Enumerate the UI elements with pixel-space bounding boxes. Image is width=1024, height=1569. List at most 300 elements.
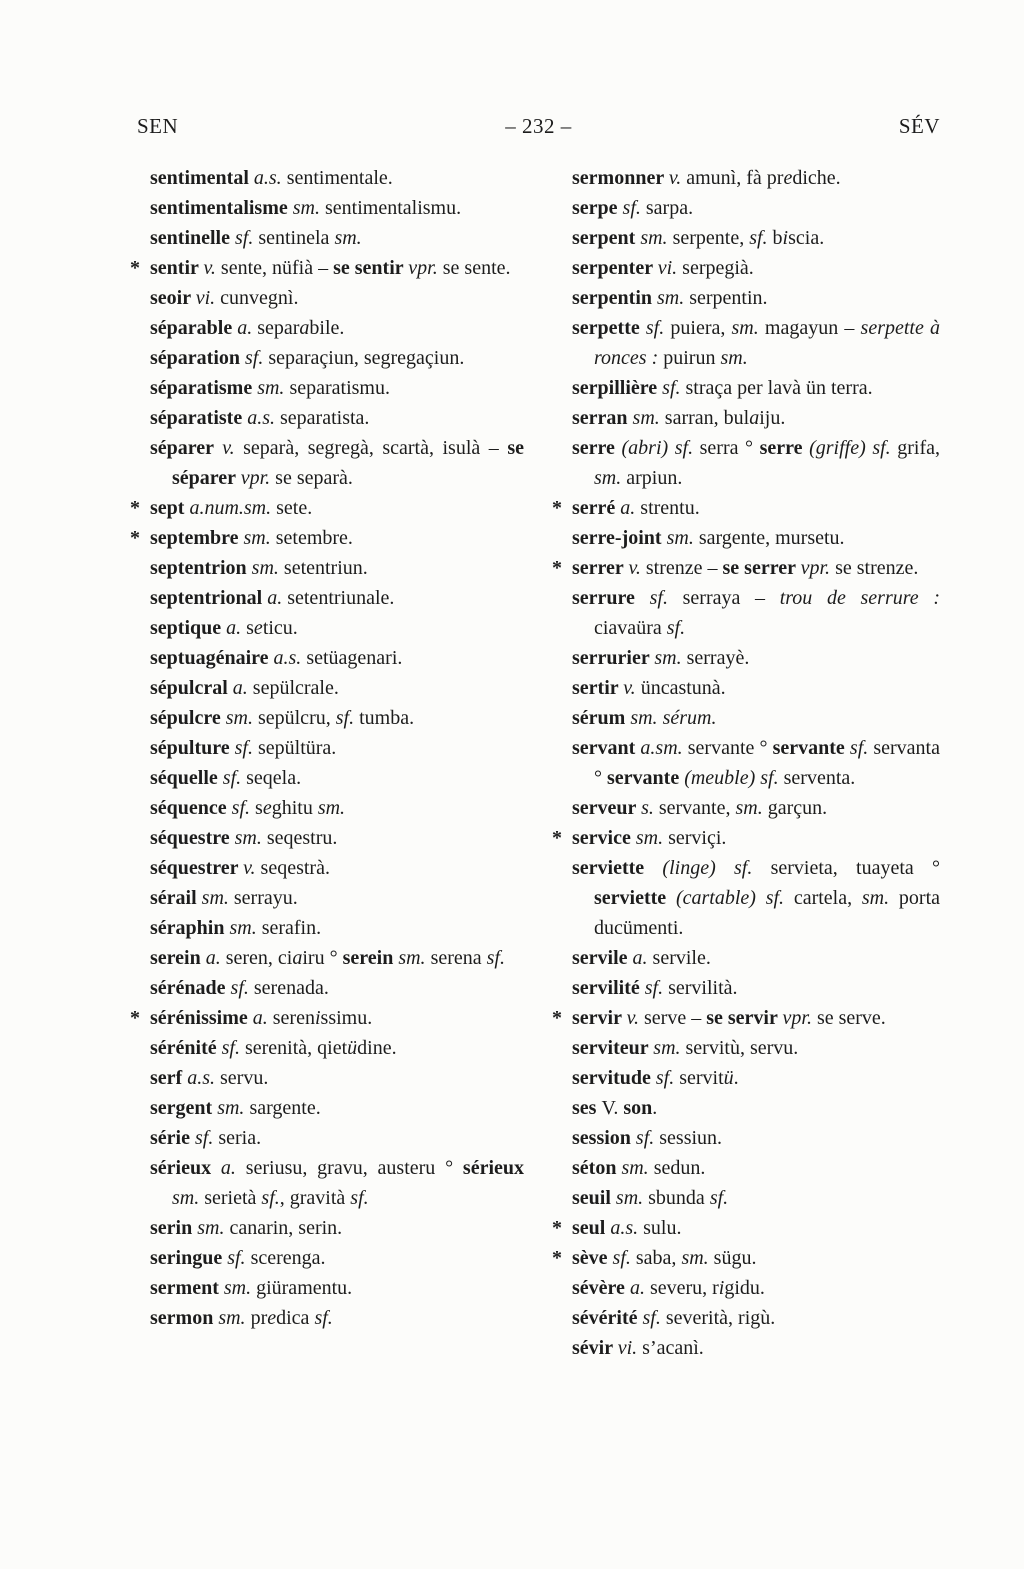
entry-text: sm.: [657, 287, 685, 309]
headword: serpe: [572, 197, 623, 219]
dictionary-entry: [572, 643, 940, 673]
entry-text: sf.: [635, 1127, 655, 1149]
dictionary-entry: [572, 853, 940, 943]
entry-text: puirun: [658, 347, 721, 369]
headword: septembre: [150, 527, 244, 549]
entry-text: setembre.: [270, 527, 353, 549]
entry-text: seqela.: [241, 767, 302, 789]
entry-text: s’acanì.: [637, 1337, 704, 1359]
dictionary-entry: [150, 763, 524, 793]
entry-text: b: [767, 227, 783, 249]
entry-text: se serrer: [722, 557, 801, 579]
entry-text: separaçiun, segregaçiun.: [263, 347, 465, 369]
entry-text: severità, rigù.: [660, 1307, 776, 1329]
entry-text: serventa.: [778, 767, 856, 789]
entry-text: ü: [723, 1067, 734, 1089]
entry-text: V.: [601, 1097, 624, 1119]
dictionary-entry: [150, 403, 524, 433]
dictionary-entry: [572, 973, 940, 1003]
headword: sentimental: [150, 167, 254, 189]
entry-text: amunì, fà pr: [681, 167, 784, 189]
entry-text: serafin.: [256, 917, 322, 939]
entry-text: v.: [668, 167, 682, 189]
entry-text: diche.: [792, 167, 841, 189]
headword: serrure: [572, 587, 650, 609]
entry-text: sepülcrale.: [247, 677, 339, 699]
entry-text: setentriunale.: [282, 587, 395, 609]
entry-text: se servir: [706, 1007, 783, 1029]
entry-text: vpr.: [240, 467, 271, 489]
dictionary-entry: [572, 403, 940, 433]
entry-text: sm.: [197, 1217, 225, 1239]
headword: séton: [572, 1157, 622, 1179]
entry-text: serietà: [199, 1187, 262, 1209]
entry-text: ssimu.: [320, 1007, 373, 1029]
dictionary-entry: [150, 823, 524, 853]
entry-text: a.: [226, 617, 242, 639]
headword: seoir: [150, 287, 196, 309]
entry-text: a.: [252, 1007, 268, 1029]
entry-text: sm.: [251, 557, 279, 579]
headword: ses: [572, 1097, 602, 1119]
entry-text: se separà.: [270, 467, 353, 489]
headword: sergent: [150, 1097, 218, 1119]
dictionary-entry: [552, 823, 940, 853]
entry-text: serpette à ronces :: [594, 317, 940, 369]
entry-text: dica: [276, 1307, 315, 1329]
entry-text: seria.: [213, 1127, 262, 1149]
entry-text: sm.: [398, 947, 426, 969]
entry-text: sm.: [735, 797, 763, 819]
entry-text: sm.: [666, 527, 694, 549]
headword: serf: [150, 1067, 188, 1089]
entry-text: sf.: [245, 347, 264, 369]
dictionary-entry: [150, 1033, 524, 1063]
dictionary-entry: [150, 793, 524, 823]
dictionary-entry: [552, 1003, 940, 1033]
entry-text: sf.: [642, 1307, 661, 1329]
entry-text: a.sm.: [640, 737, 683, 759]
entry-text: sf.: [486, 947, 505, 969]
dictionary-entry: [150, 1243, 524, 1273]
dictionary-entry: [572, 1303, 940, 1333]
entry-text: s: [250, 797, 263, 819]
entry-text: canarin, serin.: [224, 1217, 343, 1239]
entry-text: sm.: [621, 1157, 649, 1179]
entry-text: sm.: [615, 1187, 644, 1209]
entry-text: serve –: [639, 1007, 707, 1029]
dictionary-entry: [150, 193, 524, 223]
headword: serein: [150, 947, 206, 969]
entry-text: serenada.: [248, 977, 329, 999]
dictionary-entry: [572, 193, 940, 223]
entry-text: vi.: [657, 257, 678, 279]
entry-text: a.s.: [187, 1067, 215, 1089]
headword: serpentin: [572, 287, 657, 309]
entry-text: sm.: [654, 647, 682, 669]
entry-text: sf.: [655, 1067, 675, 1089]
entry-text: servile.: [647, 947, 711, 969]
entry-text: sente, nüfià –: [215, 257, 334, 279]
dictionary-entry: [572, 1033, 940, 1063]
headword: sévère: [572, 1277, 630, 1299]
entry-text: sm.: [632, 407, 660, 429]
headword-marker: *: [130, 527, 140, 549]
headword: sérum: [572, 707, 631, 729]
dictionary-entry: [572, 523, 940, 553]
dictionary-entry: [130, 493, 524, 523]
entry-text: garçun.: [762, 797, 828, 819]
headword: septuagénaire: [150, 647, 274, 669]
entry-text: strentu.: [635, 497, 700, 519]
entry-text: seren: [267, 1007, 315, 1029]
entry-text: sbunda: [643, 1187, 710, 1209]
entry-text: se sentir: [333, 257, 409, 279]
entry-text: v.: [623, 677, 636, 699]
entry-text: sm.: [720, 347, 748, 369]
headword: séparable: [150, 317, 238, 339]
entry-text: vi.: [195, 287, 216, 309]
headword: serviette: [572, 857, 663, 879]
entry-text: sm.: [292, 197, 320, 219]
entry-text: sügu.: [708, 1247, 757, 1269]
headword: serpillière: [572, 377, 663, 399]
entry-text: a.s.: [610, 1217, 639, 1239]
headword: serre: [572, 437, 622, 459]
headword: seringue: [150, 1247, 228, 1269]
entry-text: servante: [772, 737, 850, 759]
entry-text: a.s.: [273, 647, 302, 669]
entry-text: seqestrà.: [255, 857, 330, 879]
headword: séparer: [150, 437, 223, 459]
entry-text: sf.: [662, 377, 681, 399]
headword: seuil: [572, 1187, 616, 1209]
entry-text: sarran, bul: [659, 407, 750, 429]
entry-text: a.: [629, 1277, 645, 1299]
entry-text: sf.: [622, 197, 641, 219]
entry-text: serena: [425, 947, 487, 969]
headword: servilité: [572, 977, 645, 999]
entry-text: servante: [607, 767, 685, 789]
entry-text: serraya –: [667, 587, 780, 609]
entry-text: a.: [267, 587, 283, 609]
dictionary-entry: [572, 943, 940, 973]
entry-text: se sente.: [437, 257, 511, 279]
headword: service: [572, 827, 636, 849]
headword: session: [572, 1127, 636, 1149]
entry-text: serra °: [693, 437, 760, 459]
entry-text: separ: [252, 317, 300, 339]
headword: servant: [572, 737, 641, 759]
dictionary-entry: [150, 973, 524, 1003]
entry-text: sargente, mursetu.: [693, 527, 845, 549]
entry-text: (meuble) sf.: [684, 767, 779, 789]
dictionary-entry: [130, 523, 524, 553]
headword: série: [150, 1127, 195, 1149]
headword: septentrion: [150, 557, 252, 579]
entry-text: sf.: [849, 737, 869, 759]
headword: serrurier: [572, 647, 655, 669]
entry-text: .: [733, 1067, 739, 1089]
entry-text: v.: [243, 857, 256, 879]
entry-text: v.: [628, 557, 641, 579]
entry-text: sm.: [172, 1187, 200, 1209]
headword: servir: [572, 1007, 627, 1029]
entry-text: seqestru.: [261, 827, 338, 849]
entry-text: a: [749, 407, 760, 429]
headword: séquestre: [150, 827, 235, 849]
headword: serpenter: [572, 257, 658, 279]
headword-marker: *: [552, 1247, 562, 1269]
entry-text: iru °: [302, 947, 343, 969]
dictionary-entry: [150, 613, 524, 643]
dictionary-entry: [130, 1003, 524, 1033]
entry-text: a.: [220, 1157, 236, 1179]
entry-text: sf.: [221, 1037, 240, 1059]
entry-text: cartela,: [784, 887, 862, 909]
dictionary-entry: [572, 1153, 940, 1183]
entry-text: s.: [641, 797, 654, 819]
headword-marker: *: [130, 257, 140, 279]
entry-text: magayun –: [758, 317, 861, 339]
entry-text: serpegià.: [677, 257, 754, 279]
entry-text: bile.: [309, 317, 345, 339]
entry-text: trou de serrure :: [779, 587, 940, 609]
headword: sentimentalisme: [150, 197, 293, 219]
entry-text: serein: [342, 947, 399, 969]
entry-text: servanta °: [594, 737, 940, 789]
headword: séquence: [150, 797, 232, 819]
entry-text: sf.: [666, 617, 686, 639]
entry-text: sm.: [334, 227, 362, 249]
headword: sévir: [572, 1337, 618, 1359]
headword: sépulcre: [150, 707, 226, 729]
dictionary-entry: [572, 283, 940, 313]
entry-text: sf.: [194, 1127, 214, 1149]
entry-text: sérieux: [462, 1157, 524, 1179]
entry-text: e: [267, 1307, 277, 1329]
entry-text: ciavaüra: [594, 617, 667, 639]
entry-text: cunvegnì.: [215, 287, 299, 309]
headword: séquelle: [150, 767, 223, 789]
entry-text: sm.: [635, 827, 664, 849]
entry-text: gidu.: [724, 1277, 765, 1299]
dictionary-entry: [552, 493, 940, 523]
dictionary-entry: [572, 733, 940, 793]
entry-text: scia.: [788, 227, 825, 249]
entry-text: sedun.: [648, 1157, 706, 1179]
entry-text: son: [623, 1097, 653, 1119]
dictionary-entry: [572, 673, 940, 703]
entry-text: separatista.: [275, 407, 370, 429]
dictionary-entry: [552, 553, 940, 583]
entry-text: sf.: [335, 707, 355, 729]
entry-text: .: [652, 1097, 658, 1119]
entry-text: ghitu: [271, 797, 318, 819]
dictionary-entry: [150, 313, 524, 343]
entry-text: a: [299, 317, 310, 339]
headword-marker: *: [552, 1217, 562, 1239]
dictionary-entry: [150, 1123, 524, 1153]
entry-text: sm.: [243, 527, 271, 549]
entry-text: sm.: [594, 467, 622, 489]
dictionary-entry: [572, 313, 940, 373]
entry-text: sf.: [261, 1187, 280, 1209]
dictionary-entry: [572, 583, 940, 643]
entry-text: (cartable) sf.: [675, 887, 785, 909]
dictionary-entry: [150, 703, 524, 733]
dictionary-entry: [150, 583, 524, 613]
entry-text: giüramentu.: [251, 1277, 353, 1299]
headword: serment: [150, 1277, 224, 1299]
dictionary-entry: [572, 1093, 940, 1123]
headword: séraphin: [150, 917, 230, 939]
entry-text: e: [262, 797, 272, 819]
entry-text: sete.: [271, 497, 313, 519]
entry-text: se serve.: [811, 1007, 886, 1029]
entry-text: serpentin.: [684, 287, 768, 309]
headword: sertir: [572, 677, 624, 699]
headword-marker: *: [130, 1007, 140, 1029]
entry-text: saba,: [630, 1247, 682, 1269]
dictionary-entry: [572, 1333, 940, 1363]
dictionary-entry: [572, 163, 940, 193]
headword: serviteur: [572, 1037, 654, 1059]
dictionary-entry: [572, 703, 940, 733]
dictionary-entry: [150, 943, 524, 973]
headword: sépulcral: [150, 677, 233, 699]
page-number: – 232 –: [505, 114, 572, 138]
entry-text: sf.: [234, 737, 253, 759]
entry-text: sarpa.: [640, 197, 694, 219]
headword: serre-joint: [572, 527, 667, 549]
entry-text: separatismu.: [284, 377, 390, 399]
entry-text: se strenze.: [830, 557, 919, 579]
headword-marker: *: [552, 1007, 562, 1029]
dictionary-entry: [150, 643, 524, 673]
entry-text: a.: [205, 947, 221, 969]
headword: sept: [150, 497, 190, 519]
entry-text: sm.: [225, 707, 253, 729]
entry-text: arpiun.: [621, 467, 683, 489]
entry-text: sm.: [861, 887, 890, 909]
entry-text: a.: [237, 317, 253, 339]
entry-text: a.: [632, 947, 648, 969]
dictionary-entry: [150, 553, 524, 583]
headword: sérail: [150, 887, 202, 909]
headword: sermonner: [572, 167, 669, 189]
headword-marker: *: [552, 557, 562, 579]
entry-text: sf.: [222, 767, 242, 789]
dictionary-entry: [150, 1063, 524, 1093]
entry-text: v.: [222, 437, 235, 459]
entry-text: servu.: [215, 1067, 269, 1089]
left-column: [130, 163, 524, 1333]
headword-marker: *: [552, 497, 562, 519]
dictionary-entry: [150, 853, 524, 883]
dictionary-entry: [150, 883, 524, 913]
entry-text: grifa,: [890, 437, 940, 459]
dictionary-entry: [150, 1153, 524, 1213]
entry-text: a.s.: [247, 407, 275, 429]
entry-text: sm.: [234, 827, 262, 849]
dictionary-entry: [572, 223, 940, 253]
dictionary-entry: [150, 223, 524, 253]
entry-text: (abri) sf.: [621, 437, 694, 459]
dictionary-entry: [150, 1273, 524, 1303]
entry-text: sm.: [257, 377, 285, 399]
entry-text: porta ducümenti.: [594, 887, 940, 939]
entry-text: i: [718, 1277, 725, 1299]
entry-text: ticu.: [262, 617, 298, 639]
headword: sève: [572, 1247, 613, 1269]
dictionary-entry: [572, 1123, 940, 1153]
guide-word-right: SÉV: [898, 114, 940, 138]
headword: serrer: [572, 557, 629, 579]
entry-text: tumba.: [354, 707, 415, 729]
entry-text: serrayu.: [228, 887, 298, 909]
dictionary-entry: [552, 1213, 940, 1243]
entry-text: dine.: [357, 1037, 397, 1059]
dictionary-entry: [150, 1093, 524, 1123]
dictionary-entry: [572, 253, 940, 283]
entry-text: a: [292, 947, 303, 969]
headword: séparatiste: [150, 407, 248, 429]
entry-text: i: [314, 1007, 321, 1029]
entry-text: sentinela: [253, 227, 335, 249]
entry-text: sentimentalismu.: [320, 197, 462, 219]
dictionary-entry: [572, 1273, 940, 1303]
headword: sérieux: [150, 1157, 221, 1179]
entry-text: serpente,: [667, 227, 750, 249]
entry-text: sentimentale.: [281, 167, 393, 189]
entry-text: sf.: [645, 317, 665, 339]
headword: servitude: [572, 1067, 656, 1089]
dictionary-entry: [150, 913, 524, 943]
entry-text: serenità, qiet: [239, 1037, 348, 1059]
headword: sérénité: [150, 1037, 222, 1059]
dictionary-entry: [572, 1183, 940, 1213]
entry-text: v.: [203, 257, 216, 279]
page-header: [137, 113, 940, 139]
entry-text: sf.: [235, 227, 254, 249]
entry-text: scerenga.: [245, 1247, 326, 1269]
entry-text: sargente.: [244, 1097, 321, 1119]
entry-text: sf.: [350, 1187, 369, 1209]
entry-text: serrayè.: [681, 647, 750, 669]
entry-text: sérum.: [662, 707, 717, 729]
entry-text: seren, ci: [220, 947, 293, 969]
dictionary-entry: [150, 1303, 524, 1333]
dictionary-entry: [150, 283, 524, 313]
headword: séparatisme: [150, 377, 258, 399]
entry-text: sm.: [731, 317, 759, 339]
entry-text: servilità.: [663, 977, 738, 999]
headword: sévérité: [572, 1307, 643, 1329]
right-column: [552, 163, 940, 1363]
dictionary-entry: [572, 373, 940, 403]
headword: septentrional: [150, 587, 268, 609]
headword: sentinelle: [150, 227, 235, 249]
entry-text: puiera,: [664, 317, 732, 339]
entry-text: sf.: [709, 1187, 729, 1209]
entry-text: sm.: [640, 227, 668, 249]
entry-text: servante,: [653, 797, 736, 819]
dictionary-entry: [130, 253, 524, 283]
headword: sérénade: [150, 977, 231, 999]
dictionary-entry: [150, 373, 524, 403]
headword: servile: [572, 947, 633, 969]
